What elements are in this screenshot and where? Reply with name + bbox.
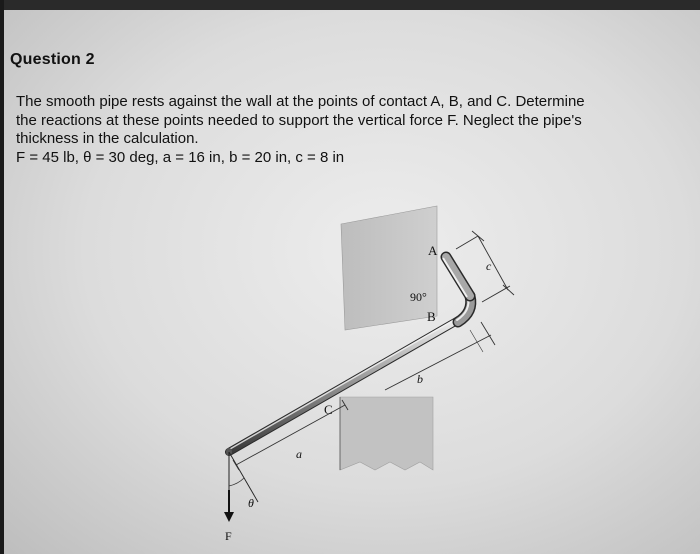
label-90-deg: 90° (410, 290, 427, 304)
label-B: B (427, 309, 436, 324)
question-title: Question 2 (10, 51, 95, 68)
lower-wall (340, 397, 433, 470)
label-A: A (428, 243, 438, 258)
label-dim-c: c (486, 259, 492, 273)
force-arrow (224, 490, 234, 522)
label-dim-a: a (296, 447, 302, 461)
label-dim-b: b (417, 372, 423, 386)
theta-line (229, 452, 258, 502)
question-line-2: the reactions at these points needed to support the vertical force F. Neglect the pipe's (16, 111, 582, 129)
label-force: F (225, 529, 232, 543)
upper-wall (341, 206, 437, 330)
label-C: C (324, 402, 333, 417)
question-line-4: F = 45 lb, θ = 30 deg, a = 16 in, b = 20 in, c = 8 in (16, 148, 345, 166)
question-line-1: The smooth pipe rests against the wall at the points of contact A, B, and C. Determine (16, 93, 585, 110)
theta-arc (229, 478, 244, 486)
question-line-3: thickness in the calculation. (16, 130, 199, 147)
label-theta: θ (248, 496, 254, 510)
